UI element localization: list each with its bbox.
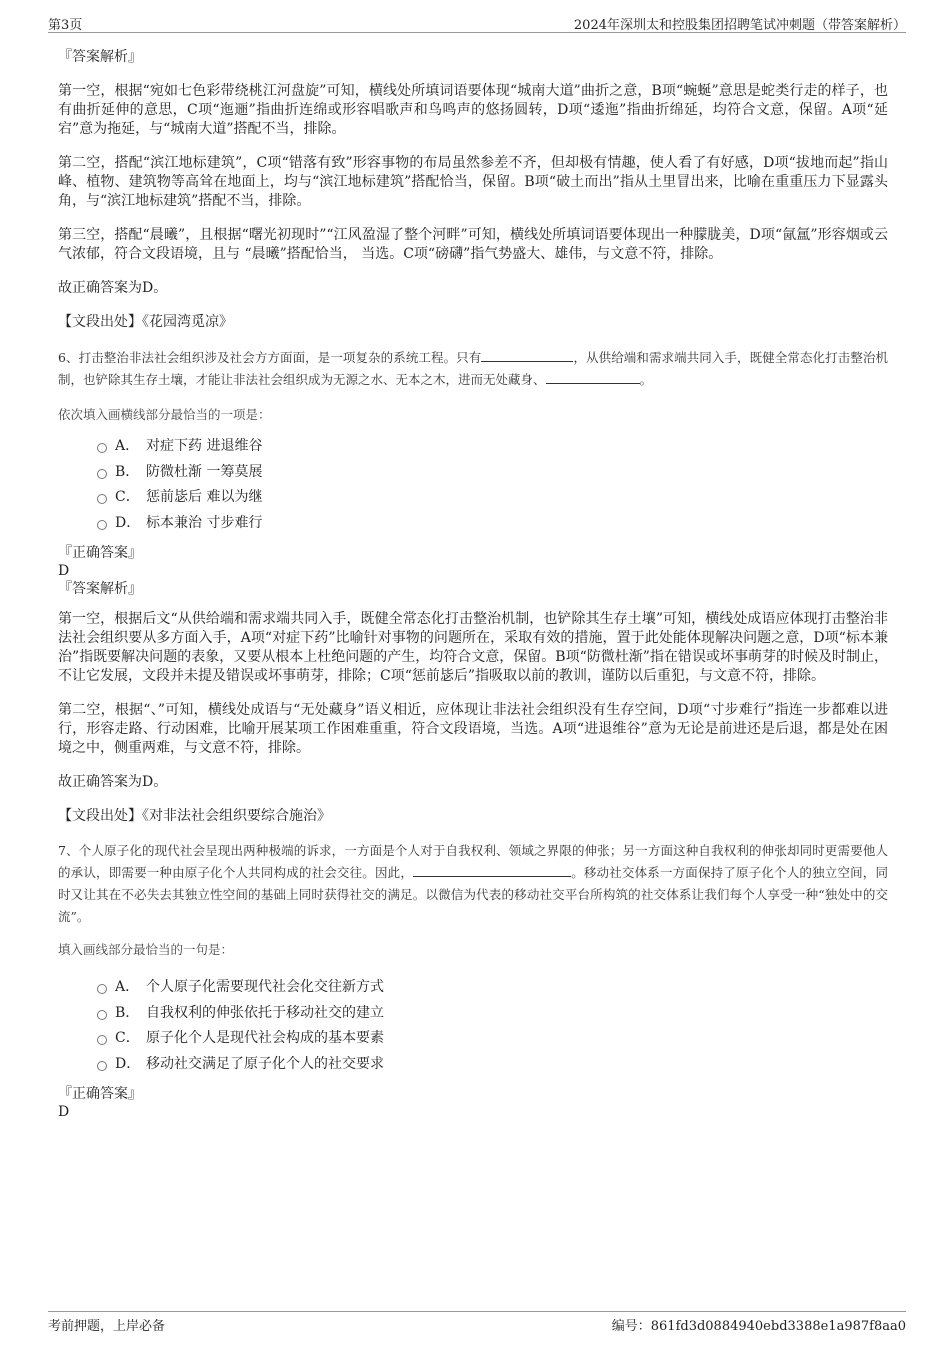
radio-icon[interactable]	[97, 520, 107, 530]
options-list	[58, 975, 888, 1077]
page-number: 第3页	[48, 18, 83, 33]
option-b[interactable]: B． 自我权利的伸张依托于移动社交的建立	[58, 1001, 888, 1027]
question-instruction: 依次填入画横线部分最恰当的一项是：	[58, 407, 271, 422]
analysis-paragraph: 第二空，搭配“滨江地标建筑”，C项“错落有致”形容事物的布局虽然参差不齐，但却极有情趣，使人看了有好感，D项“拔地而起”指山峰、植物、建筑物等高耸在地面上，均与“滨江地标建筑”搭配恰当，保留。B项“破土而出”指从土里冒出来，比喻在重重压力下显露头角，与“滨江地标建筑”搭配不当，排除。	[58, 155, 888, 209]
answer-blank	[546, 371, 640, 384]
conclusion: 故正确答案为D。	[58, 774, 168, 790]
analysis-label: 『答案解析』	[58, 581, 142, 597]
question-7-stem: 7、个人原子化的现代社会呈现出两种极端的诉求，一方面是个人对于自我权利、领域之界限的伸张；另一方面这种自我权利的伸张却同时更需要他人的承认，即需要一种由原子化个人共同构成的社会交往。因此， 。移动社交体系一方面保持了原子化个人的独立空间，同时又让其在不必失去其独立性空间的基础上同时获得社交的满足。以微信为代表的移动社交平台所构筑的社交体系让我们每个人享受一种“独处中的交流”。	[58, 843, 888, 924]
document-id: 编号：861fd3d0884940ebd3388e1a987f8aa0	[611, 1319, 906, 1334]
radio-icon[interactable]	[97, 443, 107, 453]
conclusion: 故正确答案为D。	[58, 280, 168, 296]
analysis-paragraph: 第三空，搭配“晨曦”，且根据“曙光初现时”“江风盈湿了整个河畔”可知，横线处所填词语要体现出一种朦胧美，D项“氤氲”形容烟或云气浓郁，符合文段语境，且与 “晨曦”搭配恰当， 当选。C项“磅礴”指气势盛大、雄伟，与文意不符，排除。	[58, 227, 888, 262]
correct-answer-label: 『正确答案』	[58, 1086, 142, 1102]
option-b[interactable]: B． 防微杜渐 一筹莫展	[58, 460, 888, 486]
correct-answer-label: 『正确答案』	[58, 545, 142, 561]
analysis-paragraph: 第一空，根据“宛如七色彩带绕桃江河盘旋”可知，横线处所填词语要体现“城南大道”曲折之意，B项“蜿蜒”意思是蛇类行走的样子，也有曲折延伸的意思，C项“迤逦”指曲折连绵或形容唱歌声和鸟鸣声的悠扬圆转，D项“逶迤”指曲折绵延，均符合文意，保留。A项“延宕”意为拖延，与“城南大道”搭配不当，排除。	[58, 83, 888, 137]
correct-answer: D	[58, 563, 70, 579]
options-list	[58, 434, 888, 536]
analysis-paragraph: 第二空，根据“、”可知，横线处成语与“无处藏身”语义相近，应体现让非法社会组织没有生存空间，D项“寸步难行”指连一步都难以进行，形容走路、行动困难，比喻开展某项工作困难重重，符合文段语境，当选。A项“进退维谷”意为无论是前进还是后退，都是处在困境之中，侧重两难，与文意不符，排除。	[58, 702, 888, 756]
page-content	[58, 44, 888, 1121]
option-c[interactable]: C． 原子化个人是现代社会构成的基本要素	[58, 1026, 888, 1052]
radio-icon[interactable]	[97, 1010, 107, 1020]
analysis-paragraph: 第一空，根据后文“从供给端和需求端共同入手，既健全常态化打击整治机制，也铲除其生存土壤”可知，横线处成语应体现打击整治非法社会组织要从多方面入手，A项“对症下药”比喻针对事物的问题所在，采取有效的措施，置于此处能体现解决问题之意，D项“标本兼治”指既要解决问题的表象，又要从根本上杜绝问题的产生，均符合文意，保留。B项“防微杜渐”指在错误或坏事萌芽的时候及时制止，不让它发展，文段并未提及错误或坏事萌芽，排除；C项“惩前毖后”指吸取以前的教训，谨防以后重犯，与文意不符，排除。	[58, 611, 888, 684]
option-a[interactable]: A． 个人原子化需要现代社会化交往新方式	[58, 975, 888, 1001]
option-a[interactable]: A． 对症下药 进退维谷	[58, 434, 888, 460]
page-header	[48, 12, 906, 33]
source-citation: 【文段出处】《花园湾觅凉》	[58, 314, 233, 330]
radio-icon[interactable]	[97, 469, 107, 479]
radio-icon[interactable]	[97, 984, 107, 994]
question-instruction: 填入画线部分最恰当的一句是：	[58, 942, 234, 957]
analysis-label: 『答案解析』	[58, 49, 142, 65]
option-c[interactable]: C． 惩前毖后 难以为继	[58, 485, 888, 511]
option-d[interactable]: D． 标本兼治 寸步难行	[58, 511, 888, 537]
document-title: 2024年深圳太和控股集团招聘笔试冲刺题（带答案解析）	[573, 18, 906, 33]
option-d[interactable]: D． 移动社交满足了原子化个人的社交要求	[58, 1052, 888, 1078]
radio-icon[interactable]	[97, 1035, 107, 1045]
answer-blank	[413, 864, 571, 877]
answer-blank	[481, 349, 573, 362]
footer-slogan: 考前押题，上岸必备	[48, 1319, 166, 1334]
question-6-stem: 6、打击整治非法社会组织涉及社会方方面面，是一项复杂的系统工程。只有 ，从供给端和需求端共同入手，既健全常态化打击整治机制，也铲除其生存土壤，才能让非法社会组织成为无源之水、无本之木，进而无处藏身、 。	[58, 350, 888, 387]
page-footer	[48, 1311, 906, 1334]
radio-icon[interactable]	[97, 1061, 107, 1071]
radio-icon[interactable]	[97, 494, 107, 504]
source-citation: 【文段出处】《对非法社会组织要综合施治》	[58, 808, 331, 824]
correct-answer: D	[58, 1104, 70, 1120]
